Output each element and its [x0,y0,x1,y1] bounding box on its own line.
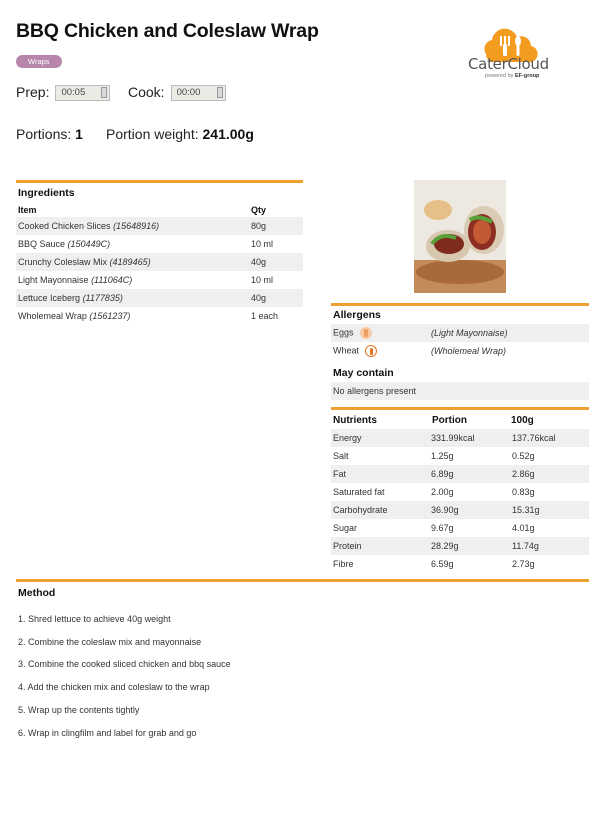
ingredient-qty: 10 ml [251,275,274,285]
nutrient-row [331,465,589,483]
ingredient-name: Cooked Chicken Slices (15648916) [16,217,249,235]
ingredient-code: (15648916) [113,221,160,231]
nutrient-name: Salt [333,451,349,461]
nutrient-name: Sugar [333,523,358,533]
nutrient-portion: 6.59g [431,559,454,569]
ingredient-code: (150449C) [67,239,111,249]
nutrients-divider [331,407,589,410]
ingredients-title: Ingredients [18,187,75,199]
nutrient-per-100g: 4.01g [512,523,535,533]
cook-spinner-icon[interactable] [217,87,223,98]
nutrient-row [331,555,589,573]
ingredient-qty: 40g [249,289,303,307]
nutrient-row [331,429,589,447]
recipe-title: BBQ Chicken and Coleslaw Wrap [16,20,319,42]
ingredient-code: (4189465) [109,257,151,267]
prep-time-field[interactable]: 00:05 [55,85,110,101]
nutrient-per-100g: 2.73g [512,559,535,569]
nutrient-portion: 6.89g [429,465,510,483]
portions: Portions: 1 [16,126,83,142]
ingredient-row [16,217,303,235]
method-step: 5. Wrap up the contents tightly [18,704,140,715]
brand-name: CaterCloud [468,55,549,73]
nutrients-col-100g: 100g [511,415,534,426]
ingredient-qty: 1 each [251,311,279,321]
prep-label: Prep: [16,84,50,100]
cook-time-field[interactable]: 00:00 [171,85,226,101]
allergen-row [331,324,589,342]
nutrient-row [331,537,589,555]
ingredient-qty: 40g [249,253,303,271]
nutrients-table [331,429,589,573]
category-badge[interactable]: Wraps [16,55,62,68]
nutrient-per-100g: 11.74g [510,537,589,555]
allergen-source: (Light Mayonnaise) [429,324,589,342]
portion-weight-value: 241.00g [202,126,254,142]
may-contain-title: May contain [333,367,394,379]
prep-time [16,84,110,101]
ingredient-row [16,235,303,253]
nutrient-portion: 2.00g [431,487,454,497]
nutrient-row [331,447,589,465]
ingredient-name: Lettuce Iceberg (1177835) [16,289,249,307]
method-step: 4. Add the chicken mix and coleslaw to the wrap [18,682,210,693]
may-contain-text: No allergens present [331,382,589,400]
nutrient-portion: 28.29g [429,537,510,555]
allergens-title: Allergens [333,309,381,321]
ingredient-row [16,307,303,325]
cook-label: Cook: [128,84,165,100]
method-step: 2. Combine the coleslaw mix and mayonnaise [18,636,202,647]
nutrients-col-portion: Portion [432,415,467,426]
nutrient-name: Protein [331,537,429,555]
nutrient-per-100g: 0.52g [512,451,535,461]
nutrient-portion: 331.99kcal [429,429,510,447]
method-step: 3. Combine the cooked sliced chicken and bbq sauce [18,659,231,670]
nutrient-row [331,483,589,501]
cook-time [128,84,226,101]
ingredient-code: (1561237) [89,311,131,321]
ingredient-name: BBQ Sauce (150449C) [18,239,111,249]
allergen-row [331,342,589,360]
ingredient-row [16,289,303,307]
ingredients-col-item: Item [18,205,37,215]
method-step: 1. Shred lettuce to achieve 40g weight [18,614,171,624]
nutrient-name: Saturated fat [333,487,385,497]
ingredient-name: Wholemeal Wrap (1561237) [18,311,131,321]
recipe-photo [414,180,506,293]
nutrient-name: Fat [331,465,429,483]
nutrient-per-100g: 2.86g [510,465,589,483]
ingredients-divider [16,180,303,183]
nutrient-portion: 36.90g [429,501,510,519]
nutrient-row [331,519,589,537]
ingredients-col-qty: Qty [251,205,267,215]
egg-icon [360,327,372,339]
nutrients-col-name: Nutrients [333,415,377,426]
nutrient-name: Energy [331,429,429,447]
allergen-source: (Wholemeal Wrap) [431,346,507,356]
portion-weight: Portion weight: 241.00g [106,126,254,142]
nutrient-per-100g: 137.76kcal [510,429,589,447]
nutrient-name: Fibre [333,559,354,569]
method-title: Method [18,587,56,599]
allergens-table [331,324,589,360]
may-contain-table [331,382,589,400]
ingredient-qty: 80g [249,217,303,235]
ingredient-name: Crunchy Coleslaw Mix (4189465) [16,253,249,271]
prep-spinner-icon[interactable] [101,87,107,98]
nutrient-portion: 1.25g [431,451,454,461]
portions-value: 1 [75,126,83,142]
allergen-name: Wheat [331,342,429,360]
ingredient-row [16,271,303,289]
ingredient-code: (111064C) [91,275,133,285]
ingredients-table [16,217,303,325]
nutrient-per-100g: 0.83g [512,487,535,497]
brand-tagline: powered by EF-group [485,73,540,79]
wheat-icon [365,345,377,357]
method-step: 6. Wrap in clingfilm and label for grab and go [18,727,197,738]
allergen-name: Eggs [331,324,429,342]
ingredient-name: Light Mayonnaise (111064C) [18,275,133,285]
nutrient-row [331,501,589,519]
ingredient-code: (1177835) [82,293,123,303]
ingredient-qty: 10 ml [251,239,274,249]
nutrient-per-100g: 15.31g [510,501,589,519]
nutrient-portion: 9.67g [431,523,454,533]
nutrient-name: Carbohydrate [331,501,429,519]
method-divider [16,579,589,582]
ingredient-row [16,253,303,271]
allergens-divider [331,303,589,306]
